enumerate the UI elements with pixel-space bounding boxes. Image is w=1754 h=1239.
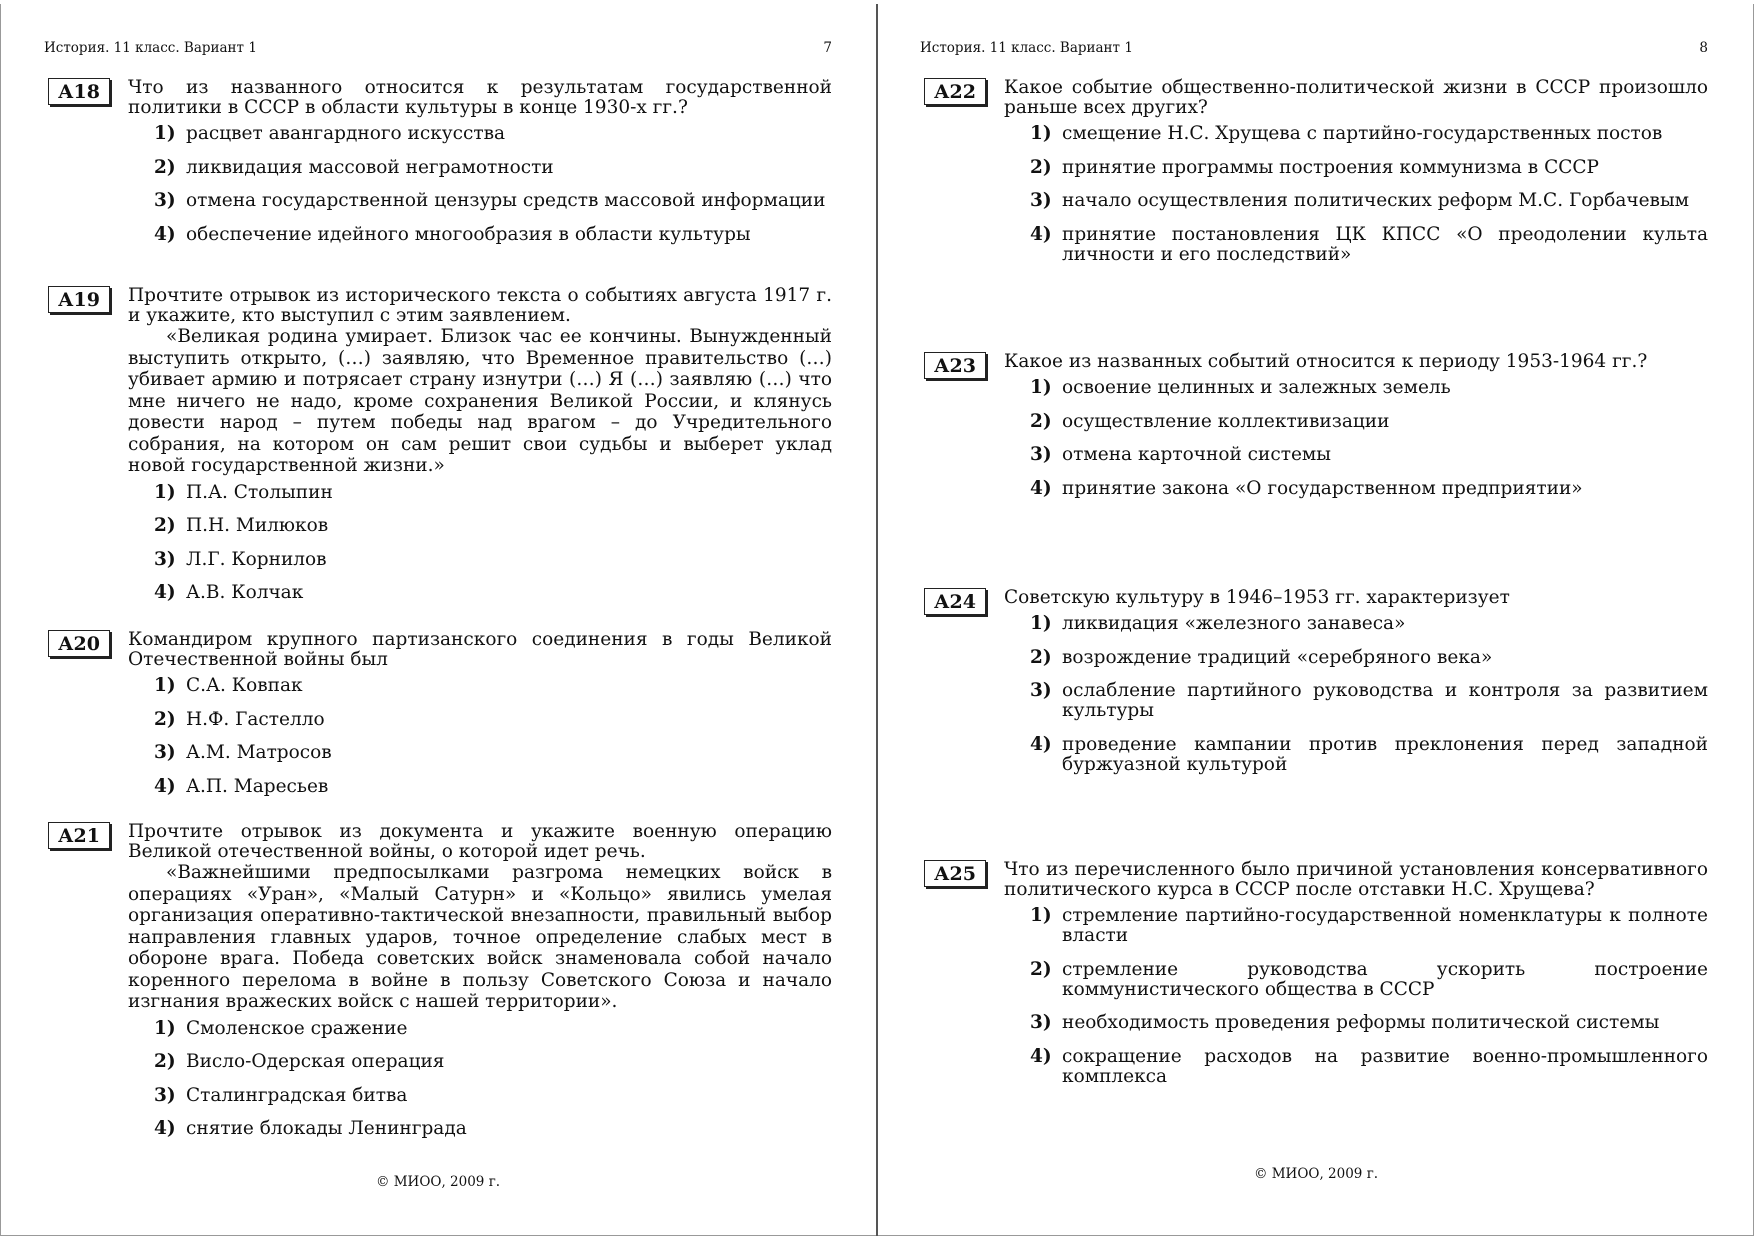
- option-number: 2): [154, 156, 176, 178]
- quote-text: «Великая родина умирает. Близок час ее кончины. Вынужденный выступить открыто, (…) заявляю, что Временное правительство (…) убивает армию и потрясает страну изнутри (…) Я (…) заявляю (…) что мне ничего не надо, кроме сохранения Великой России, и клянусь довести народ – путем победы над врагом – до Учредительного собрания, на котором он сам решит свои судьбы и выберет уклад новой государственной жизни.»: [128, 326, 832, 476]
- option-number: 2): [154, 1051, 176, 1072]
- question-a22: [924, 78, 1708, 278]
- option-number: 4): [154, 775, 176, 797]
- option-number: 3): [154, 742, 176, 763]
- option-number: 1): [154, 675, 176, 696]
- answer-option[interactable]: [154, 1119, 832, 1139]
- answer-options: [154, 124, 832, 245]
- option-text: А.В. Колчак: [186, 582, 304, 603]
- question-a24: [924, 588, 1708, 788]
- answer-option[interactable]: [1030, 445, 1708, 465]
- answer-option[interactable]: [1030, 124, 1708, 144]
- answer-options: [154, 676, 832, 797]
- answer-options: [1030, 906, 1708, 1087]
- answer-option[interactable]: [1030, 681, 1708, 721]
- option-text: отмена карточной системы: [1062, 444, 1332, 465]
- option-text: начало осуществления политических реформ М.С. Горбачевым: [1062, 190, 1690, 211]
- question-number: А19: [48, 286, 110, 313]
- question-number: А20: [48, 630, 110, 657]
- answer-option[interactable]: [1030, 614, 1708, 634]
- option-text: обеспечение идейного многообразия в области культуры: [186, 223, 751, 245]
- option-number: 4): [154, 223, 176, 245]
- answer-options: [1030, 124, 1708, 265]
- answer-option[interactable]: [154, 550, 832, 570]
- question-a25: [924, 860, 1708, 1100]
- option-text: Висло-Одерская операция: [186, 1051, 445, 1072]
- question-number: А18: [48, 78, 110, 105]
- answer-option[interactable]: [154, 158, 832, 178]
- question-text: Что из названного относится к результатам государственной политики в СССР в области культуры в конце 1930-х гг.?: [128, 77, 832, 118]
- question-a21: [48, 822, 832, 1153]
- option-text: стремление партийно-государственной номенклатуры к полноте власти: [1062, 905, 1708, 946]
- option-number: 2): [1030, 156, 1052, 178]
- question-a19: [48, 286, 832, 617]
- answer-option[interactable]: [1030, 735, 1708, 775]
- option-text: отмена государственной цензуры средств массовой информации: [186, 190, 826, 211]
- answer-options: [154, 1019, 832, 1140]
- option-text: А.П. Маресьев: [186, 775, 329, 797]
- option-number: 1): [1030, 905, 1052, 926]
- answer-option[interactable]: [154, 1052, 832, 1072]
- question-text: Советскую культуру в 1946–1953 гг. характеризует: [1004, 587, 1510, 608]
- answer-option[interactable]: [1030, 412, 1708, 432]
- option-text: принятие постановления ЦК КПСС «О преодолении культа личности и его последствий»: [1062, 223, 1708, 265]
- option-text: А.М. Матросов: [186, 742, 332, 763]
- option-text: Сталинградская битва: [186, 1084, 408, 1106]
- option-text: Смоленское сражение: [186, 1017, 408, 1039]
- question-number: А21: [48, 822, 110, 849]
- answer-option[interactable]: [154, 777, 832, 797]
- option-text: расцвет авангардного искусства: [186, 123, 506, 144]
- option-text: смещение Н.С. Хрущева с партийно-государственных постов: [1062, 123, 1663, 144]
- option-number: 2): [1030, 958, 1052, 980]
- question-number: А25: [924, 860, 986, 887]
- question-text: Какое из названных событий относится к периоду 1953-1964 гг.?: [1004, 351, 1648, 372]
- option-number: 1): [1030, 123, 1052, 144]
- question-number: А24: [924, 588, 986, 615]
- question-text: Какое событие общественно-политической жизни в СССР произошло раньше всех других?: [1004, 77, 1708, 118]
- answer-option[interactable]: [1030, 191, 1708, 211]
- answer-option[interactable]: [1030, 225, 1708, 265]
- answer-option[interactable]: [154, 583, 832, 603]
- option-number: 1): [1030, 613, 1052, 634]
- option-text: принятие программы построения коммунизма в СССР: [1062, 156, 1599, 178]
- page-number: 8: [1699, 40, 1708, 56]
- option-number: 4): [1030, 223, 1052, 245]
- answer-option[interactable]: [154, 124, 832, 144]
- answer-option[interactable]: [154, 1019, 832, 1039]
- question-text: Прочтите отрывок из документа и укажите военную операцию Великой отечественной войны, о которой идет речь.: [128, 821, 832, 862]
- option-number: 3): [1030, 1012, 1052, 1033]
- option-text: Л.Г. Корнилов: [186, 548, 327, 570]
- question-a23: [924, 352, 1708, 512]
- answer-option[interactable]: [1030, 960, 1708, 1000]
- option-text: С.А. Ковпак: [186, 675, 303, 696]
- option-text: освоение целинных и залежных земель: [1062, 377, 1451, 398]
- answer-option[interactable]: [1030, 479, 1708, 499]
- option-text: П.А. Столыпин: [186, 481, 333, 503]
- page-footer: © МИОО, 2009 г.: [375, 1174, 501, 1190]
- option-number: 4): [154, 1118, 176, 1139]
- answer-options: [1030, 614, 1708, 775]
- answer-option[interactable]: [154, 710, 832, 730]
- option-text: сокращение расходов на развитие военно-промышленного комплекса: [1062, 1045, 1708, 1087]
- option-number: 1): [154, 1017, 176, 1039]
- answer-option[interactable]: [154, 483, 832, 503]
- option-number: 3): [1030, 190, 1052, 211]
- option-number: 2): [154, 708, 176, 730]
- option-number: 1): [154, 481, 176, 503]
- option-text: ослабление партийного руководства и контроля за развитием культуры: [1062, 680, 1708, 721]
- option-text: проведение кампании против преклонения перед западной буржуазной культурой: [1062, 733, 1708, 775]
- question-text: Командиром крупного партизанского соединения в годы Великой Отечественной войны был: [128, 629, 832, 670]
- option-text: принятие закона «О государственном предприятии»: [1062, 477, 1583, 499]
- answer-option[interactable]: [154, 191, 832, 211]
- question-a18: [48, 78, 832, 258]
- option-number: 4): [1030, 733, 1052, 755]
- answer-option[interactable]: [1030, 158, 1708, 178]
- answer-option[interactable]: [154, 1086, 832, 1106]
- question-number: А22: [924, 78, 986, 105]
- page-header-title: История. 11 класс. Вариант 1: [920, 40, 1133, 56]
- option-number: 2): [1030, 646, 1052, 668]
- answer-option[interactable]: [1030, 378, 1708, 398]
- option-text: необходимость проведения реформы политической системы: [1062, 1012, 1660, 1033]
- quote-text: «Важнейшими предпосылками разгрома немецких войск в операциях «Уран», «Малый Сатурн» и «Кольцо» явились умелая организация оперативно-тактической внезапности, правильный выбор направления главных ударов, точное определение слабых мест в обороне врага. Победа советских войск знаменовала собой начало коренного перелома в войне в пользу Советского Союза и начало изгнания вражеских войск с нашей территории».: [128, 862, 832, 1012]
- option-text: возрождение традиций «серебряного века»: [1062, 646, 1493, 668]
- right-page: [878, 0, 1754, 1239]
- question-text: Прочтите отрывок из исторического текста о событиях августа 1917 г. и укажите, кто выступил с этим заявлением.: [128, 285, 832, 326]
- option-number: 4): [1030, 1045, 1052, 1067]
- answer-option[interactable]: [154, 676, 832, 696]
- left-page: [0, 0, 876, 1239]
- answer-option[interactable]: [1030, 1013, 1708, 1033]
- answer-option[interactable]: [1030, 906, 1708, 946]
- answer-option[interactable]: [1030, 648, 1708, 668]
- question-number: А23: [924, 352, 986, 379]
- option-text: Н.Ф. Гастелло: [186, 708, 325, 730]
- page-header-title: История. 11 класс. Вариант 1: [44, 40, 257, 56]
- answer-option[interactable]: [154, 225, 832, 245]
- option-text: снятие блокады Ленинграда: [186, 1118, 467, 1139]
- option-number: 4): [154, 582, 176, 603]
- page-number: 7: [823, 40, 832, 56]
- option-text: ликвидация «железного занавеса»: [1062, 613, 1406, 634]
- answer-option[interactable]: [154, 516, 832, 536]
- page-footer: © МИОО, 2009 г.: [1253, 1166, 1379, 1182]
- option-text: П.Н. Милюков: [186, 515, 329, 536]
- option-number: 1): [154, 123, 176, 144]
- question-text: Что из перечисленного было причиной установления консервативного политического курса в СССР после отставки Н.С. Хрущева?: [1004, 859, 1708, 900]
- answer-option[interactable]: [154, 743, 832, 763]
- option-text: ликвидация массовой неграмотности: [186, 156, 554, 178]
- option-number: 1): [1030, 377, 1052, 398]
- option-number: 3): [1030, 680, 1052, 701]
- option-number: 2): [1030, 410, 1052, 432]
- option-number: 3): [1030, 444, 1052, 465]
- option-text: осуществление коллективизации: [1062, 410, 1390, 432]
- answer-option[interactable]: [1030, 1047, 1708, 1087]
- option-number: 3): [154, 548, 176, 570]
- option-number: 4): [1030, 477, 1052, 499]
- option-number: 3): [154, 190, 176, 211]
- question-a20: [48, 630, 832, 810]
- option-text: стремление руководства ускорить построение коммунистического общества в СССР: [1062, 958, 1708, 1000]
- option-number: 2): [154, 515, 176, 536]
- answer-options: [1030, 378, 1708, 499]
- option-number: 3): [154, 1084, 176, 1106]
- answer-options: [154, 483, 832, 604]
